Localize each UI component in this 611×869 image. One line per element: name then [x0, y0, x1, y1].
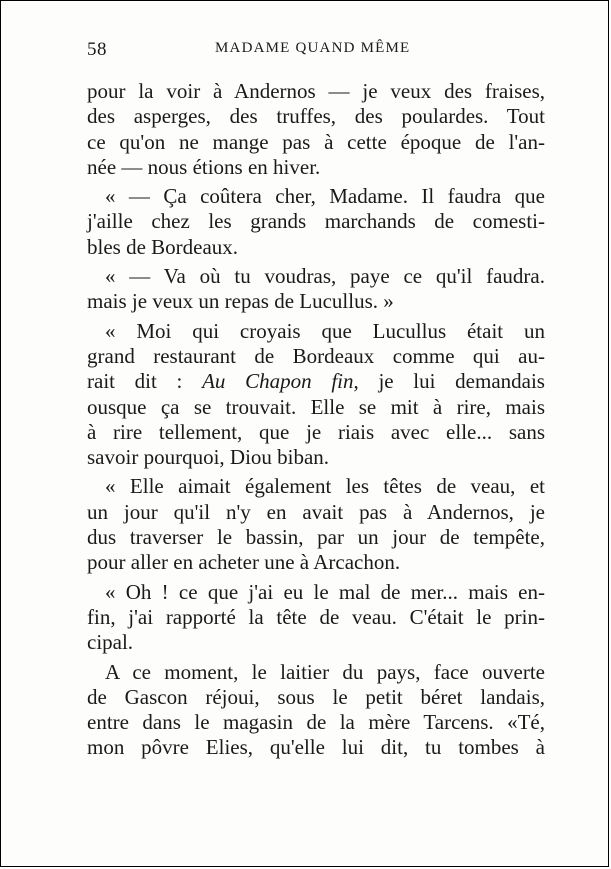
italic-restaurant-name: Au Chapon fin: [202, 369, 354, 394]
text-line: ce qu'on ne mange pas à cette époque de l'an-: [87, 129, 545, 154]
page-number: 58: [87, 39, 107, 60]
text-line: j'aille chez les grands marchands de comesti-: [87, 209, 545, 234]
paragraph: [87, 660, 545, 761]
text-line: entre dans le magasin de la mère Tarcens. «Té,: [87, 710, 545, 735]
paragraph: [87, 319, 545, 471]
text-line: mon pôvre Elies, qu'elle lui dit, tu tombes à: [87, 735, 545, 760]
text-line: à rire tellement, que je riais avec elle... sans: [87, 419, 545, 444]
text-line: cipal.: [87, 630, 134, 655]
text-line: bles de Bordeaux.: [87, 234, 239, 259]
text-line: mais je veux un repas de Lucullus. »: [87, 289, 394, 314]
body-text: [87, 79, 545, 761]
text-line: « — Va où tu voudras, paye ce qu'il faudra.: [105, 264, 545, 289]
text-line: ousque ça se trouvait. Elle se mit à rire, mais: [87, 394, 545, 419]
text-line: « — Ça coûtera cher, Madame. Il faudra que: [105, 184, 545, 209]
text-line: née — nous étions en hiver.: [87, 154, 321, 179]
text-line: pour la voir à Andernos — je veux des fraises,: [87, 79, 545, 103]
text-line: A ce moment, le laitier du pays, face ouverte: [105, 659, 545, 684]
paragraph: [87, 79, 545, 180]
paragraph: [87, 264, 545, 315]
paragraph: [87, 474, 545, 575]
text-line: grand restaurant de Bordeaux comme qui au-: [87, 343, 545, 368]
text-line: fin, j'ai rapporté la tête de veau. C'était le prin-: [87, 604, 545, 629]
text-line: « Moi qui croyais que Lucullus était un: [105, 318, 545, 343]
text-line: pour aller en acheter une à Arcachon.: [87, 550, 401, 575]
text-line: savoir pourquoi, Diou biban.: [87, 445, 330, 470]
text-line: « Oh ! ce que j'ai eu le mal de mer... mais en-: [105, 579, 545, 604]
text-line: de Gascon réjoui, sous le petit béret landais,: [87, 684, 545, 709]
running-title: MADAME QUAND MÊME: [215, 40, 411, 56]
page-header: [87, 39, 538, 59]
text-line: dus traverser le bassin, par un jour de tempête,: [87, 525, 545, 550]
text-line: un jour qu'il n'y en avait pas à Andernos, je: [87, 499, 545, 524]
text-line-with-italic: rait dit : Au Chapon fin, je lui demandais: [87, 369, 545, 394]
text-line: « Elle aimait également les têtes de veau, et: [105, 474, 545, 499]
paragraph: [87, 580, 545, 656]
text-line: des asperges, des truffes, des poulardes. Tout: [87, 104, 545, 129]
paragraph: [87, 184, 545, 260]
